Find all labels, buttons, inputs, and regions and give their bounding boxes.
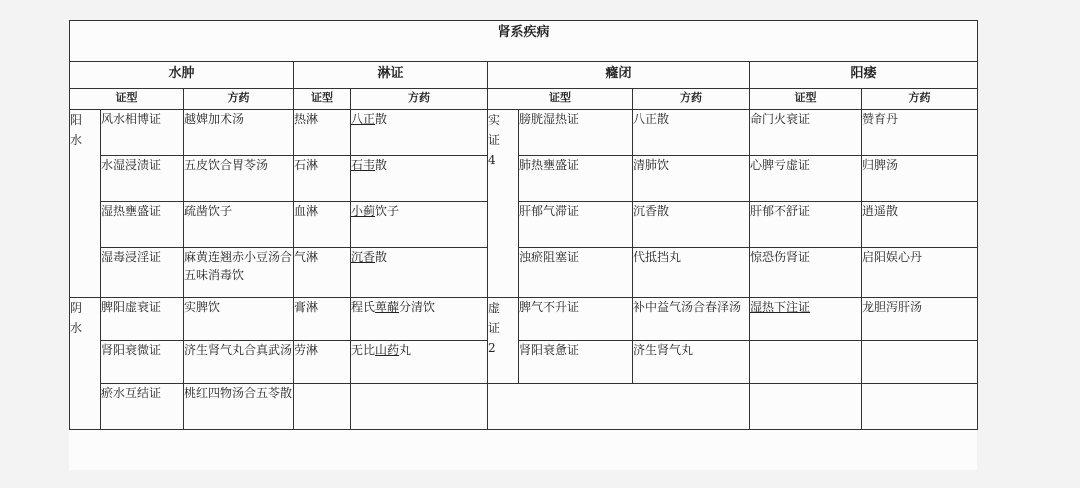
- formula-cell: 清肺饮: [633, 156, 750, 202]
- syndrome-cell: 膀胱湿热证: [519, 110, 633, 156]
- category-shuizhong: 水肿: [70, 62, 294, 89]
- syndrome-cell: 浊瘀阻塞证: [519, 248, 633, 298]
- document-sheet: [69, 20, 977, 470]
- formula-cell: 疏凿饮子: [184, 202, 294, 248]
- syndrome-cell: 风水相博证: [101, 110, 184, 156]
- syndrome-cell: 瘀水互结证: [101, 384, 184, 430]
- table-row: [70, 202, 978, 248]
- formula-cell: 补中益气汤合春泽汤: [633, 298, 750, 341]
- formula-cell: 济生肾气丸: [633, 341, 750, 384]
- category-linzheng: 淋证: [294, 62, 488, 89]
- table-title: 肾系疾病: [70, 21, 978, 62]
- sub-header-syndrome: 证型: [70, 89, 184, 110]
- sub-header-syndrome: 证型: [488, 89, 633, 110]
- formula-cell: 桃红四物汤合五苓散: [184, 384, 294, 430]
- table-row: [70, 156, 978, 202]
- empty-cell: [488, 384, 750, 430]
- syndrome-cell: 劳淋: [294, 341, 351, 384]
- table-row: [70, 110, 978, 156]
- syndrome-cell: 肝郁气滞证: [519, 202, 633, 248]
- syndrome-cell: 脾气不升证: [519, 298, 633, 341]
- formula-cell: 沉香散: [633, 202, 750, 248]
- group-label-shizheng: 实证4: [488, 110, 519, 298]
- category-yangwei: 阳痿: [750, 62, 978, 89]
- formula-cell: 沉香散: [351, 248, 488, 298]
- formula-cell: 实脾饮: [184, 298, 294, 341]
- table-row: [70, 341, 978, 384]
- formula-cell: 麻黄连翘赤小豆汤合五味消毒饮: [184, 248, 294, 298]
- formula-cell: 程氏萆薢分清饮: [351, 298, 488, 341]
- syndrome-cell: 脾阳虚衰证: [101, 298, 184, 341]
- table-row: [70, 384, 978, 430]
- sub-header-formula: 方药: [862, 89, 978, 110]
- formula-cell: 八正散: [633, 110, 750, 156]
- formula-cell: 龙胆泻肝汤: [862, 298, 978, 341]
- group-label-xuzheng: 虚证2: [488, 298, 519, 384]
- syndrome-cell: 肺热壅盛证: [519, 156, 633, 202]
- empty-cell: [294, 384, 351, 430]
- syndrome-cell: 湿毒浸淫证: [101, 248, 184, 298]
- group-label-yangshui: 阳水: [70, 110, 101, 298]
- kidney-disease-table: [69, 20, 978, 430]
- syndrome-cell: 血淋: [294, 202, 351, 248]
- formula-cell: 无比山药丸: [351, 341, 488, 384]
- syndrome-cell: 惊恐伤肾证: [750, 248, 862, 298]
- formula-cell: 代抵挡丸: [633, 248, 750, 298]
- empty-cell: [862, 341, 978, 384]
- formula-cell: 赞育丹: [862, 110, 978, 156]
- sub-header-syndrome: 证型: [294, 89, 351, 110]
- category-longbi: 癃闭: [488, 62, 750, 89]
- syndrome-cell: 膏淋: [294, 298, 351, 341]
- table-row: [70, 298, 978, 341]
- group-label-yinshui: 阴水: [70, 298, 101, 430]
- sub-header-formula: 方药: [184, 89, 294, 110]
- formula-cell: 小蓟饮子: [351, 202, 488, 248]
- syndrome-cell: 气淋: [294, 248, 351, 298]
- syndrome-cell: 水湿浸渍证: [101, 156, 184, 202]
- syndrome-cell: 心脾亏虚证: [750, 156, 862, 202]
- formula-cell: 济生肾气丸合真武汤: [184, 341, 294, 384]
- formula-cell: 归脾汤: [862, 156, 978, 202]
- syndrome-cell: 热淋: [294, 110, 351, 156]
- formula-cell: 启阳娱心丹: [862, 248, 978, 298]
- formula-cell: 石韦散: [351, 156, 488, 202]
- table-row: [70, 248, 978, 298]
- syndrome-cell: 湿热壅盛证: [101, 202, 184, 248]
- formula-cell: 八正散: [351, 110, 488, 156]
- empty-cell: [351, 384, 488, 430]
- sub-header-formula: 方药: [351, 89, 488, 110]
- formula-cell: 逍遥散: [862, 202, 978, 248]
- syndrome-cell: 肝郁不舒证: [750, 202, 862, 248]
- syndrome-cell: 湿热下注证: [750, 298, 862, 341]
- syndrome-cell: 肾阳衰惫证: [519, 341, 633, 384]
- syndrome-cell: 命门火衰证: [750, 110, 862, 156]
- formula-cell: 五皮饮合胃苓汤: [184, 156, 294, 202]
- formula-cell: 越婢加术汤: [184, 110, 294, 156]
- syndrome-cell: 肾阳衰微证: [101, 341, 184, 384]
- empty-cell: [750, 341, 862, 384]
- empty-cell: [750, 384, 862, 430]
- empty-cell: [862, 384, 978, 430]
- syndrome-cell: 石淋: [294, 156, 351, 202]
- sub-header-syndrome: 证型: [750, 89, 862, 110]
- sub-header-formula: 方药: [633, 89, 750, 110]
